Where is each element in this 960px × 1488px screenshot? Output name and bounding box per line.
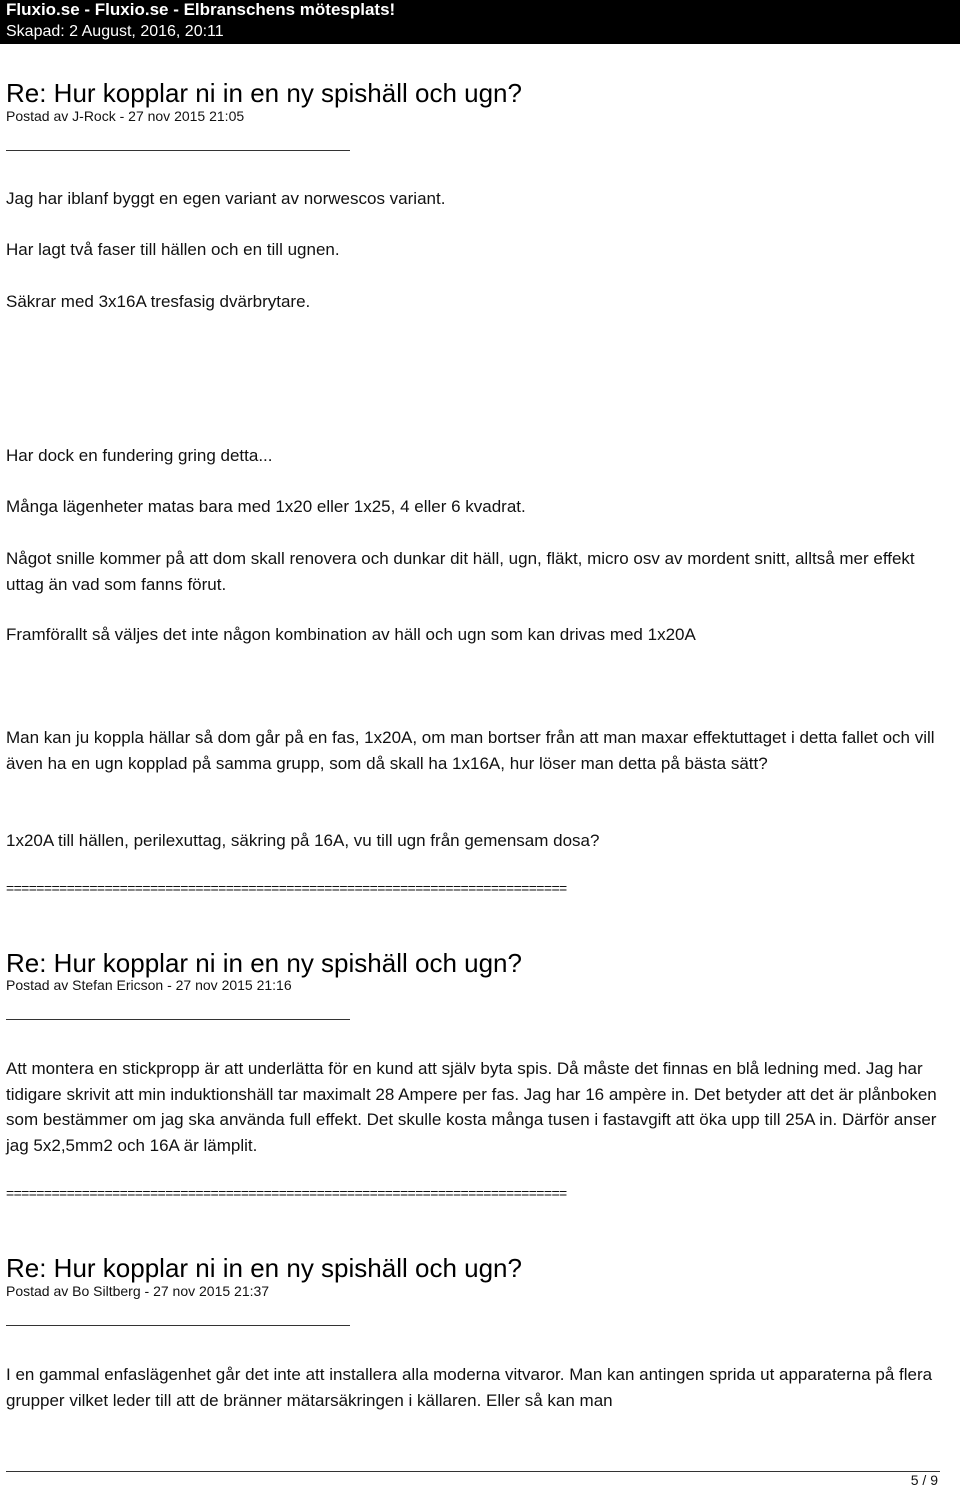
post-meta: Postad av Bo Siltberg - 27 nov 2015 21:37 (6, 1283, 270, 1299)
post-paragraph: Har dock en fundering gring detta... (6, 446, 273, 465)
created-date: Skapad: 2 August, 2016, 20:11 (6, 23, 224, 40)
post-paragraph: I en gammal enfaslägenhet går det inte att installera alla moderna vitvaror. Man kan antingen sprida ut apparaterna på flera grupper vilket leder till att de bränner mätarsäkringen i källaren. Eller så kan man (6, 1365, 933, 1410)
post-paragraph: Jag har iblanf byggt en egen variant av norwescos variant. (6, 189, 446, 208)
site-title: Fluxio.se - Fluxio.se - Elbranschens mötesplats! (6, 0, 396, 19)
post-title: Re: Hur kopplar ni in en ny spishäll och ugn? (6, 78, 522, 108)
post-rule (6, 1325, 350, 1326)
post-paragraph: Har lagt två faser till hällen och en till ugnen. (6, 240, 340, 259)
document-header (0, 0, 960, 44)
post-paragraph: Man kan ju koppla hällar så dom går på en fas, 1x20A, om man bortser från att man maxar effektuttaget i detta fallet och vill även ha en ugn kopplad på samma grupp, som då skall ha 1x16A, hur löser man detta på bästa sätt? (6, 728, 935, 773)
post-rule (6, 1019, 350, 1020)
post-paragraph: Att montera en stickpropp är att underlätta för en kund att själv byta spis. Då måste det finnas en blå ledning med. Jag har tidigare skrivit att min induktionshäll tar maximalt 28 Ampere per fas. Jag har 16 ampère in. Det betyder att det är plånboken som bestämmer om jag ska använda full effekt. Det skulle kosta många tusen i fastavgift att öka upp till 25A in. Därför anser jag 5x2,5mm2 och 16A är lämplit. (6, 1059, 937, 1155)
post-title: Re: Hur kopplar ni in en ny spishäll och ugn? (6, 948, 522, 978)
footer-rule (6, 1471, 940, 1472)
post-separator: ========================================================================== (6, 880, 567, 896)
post-rule (6, 150, 350, 151)
page-number: 5 / 9 (910, 1472, 938, 1488)
post-paragraph: 1x20A till hällen, perilexuttag, säkring på 16A, vu till ugn från gemensam dosa? (6, 831, 600, 850)
post-paragraph: Säkrar med 3x16A tresfasig dvärbrytare. (6, 292, 311, 311)
post-paragraph: Många lägenheter matas bara med 1x20 eller 1x25, 4 eller 6 kvadrat. (6, 497, 526, 516)
post-title: Re: Hur kopplar ni in en ny spishäll och ugn? (6, 1253, 522, 1283)
post-separator: ========================================================================== (6, 1185, 567, 1201)
post-meta: Postad av J-Rock - 27 nov 2015 21:05 (6, 108, 245, 124)
post-paragraph: Framförallt så väljes det inte någon kombination av häll och ugn som kan drivas med 1x20A (6, 625, 696, 644)
post-paragraph: Något snille kommer på att dom skall renovera och dunkar dit häll, ugn, fläkt, micro osv av mordent snitt, alltså mer effekt uttag än vad som fanns förut. (6, 549, 915, 594)
post-meta: Postad av Stefan Ericson - 27 nov 2015 21:16 (6, 977, 292, 993)
